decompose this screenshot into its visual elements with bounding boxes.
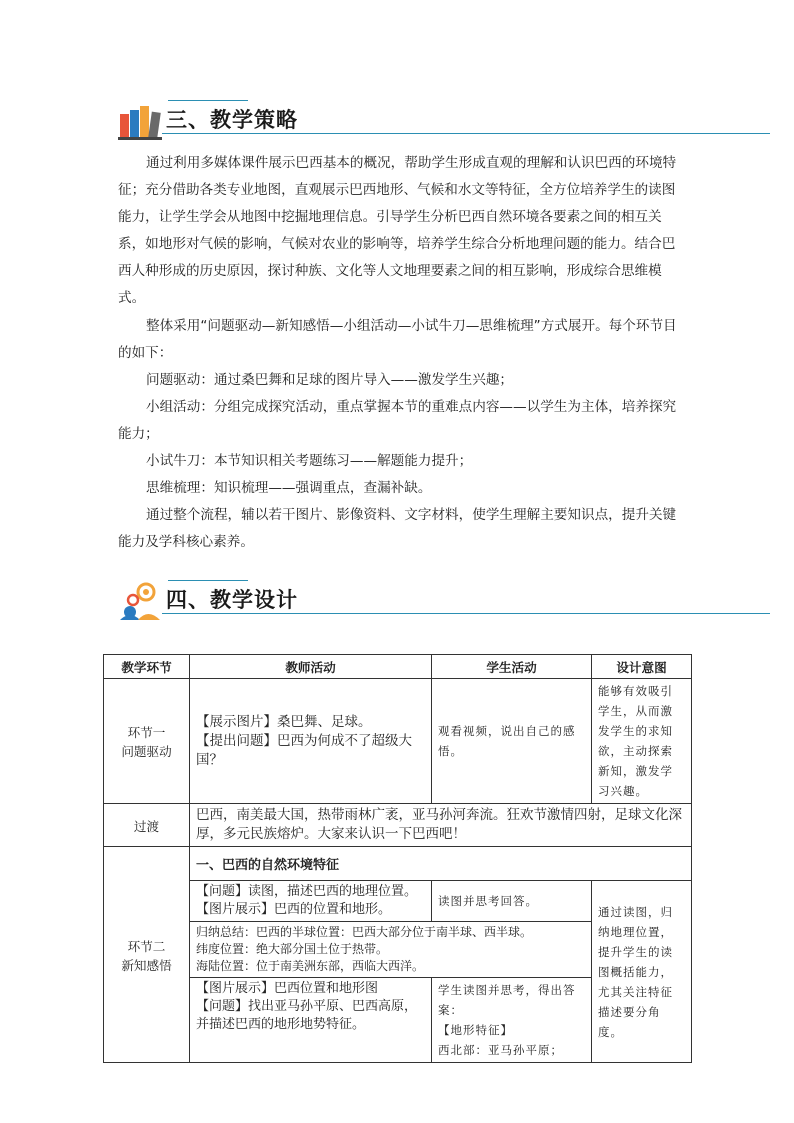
table-row bbox=[104, 804, 692, 847]
header-teacher: 教师活动 bbox=[190, 655, 432, 679]
paragraph: 通过整个流程，辅以若干图片、影像资料、文字材料，使学生理解主要知识点，提升关键能力及学科核心素养。 bbox=[118, 507, 677, 550]
table-row bbox=[104, 881, 692, 922]
section-heading-strategy bbox=[118, 96, 770, 144]
transition-cell: 巴西，南美最大国，热带雨林广袤，亚马孙河奔流。狂欢节激情四射，足球文化深厚，多元民族熔炉。大家来认识一下巴西吧！ bbox=[190, 804, 692, 847]
heading-accent-line bbox=[168, 100, 248, 101]
table-row bbox=[104, 679, 692, 804]
heading-underline bbox=[162, 133, 770, 134]
intent-cell: 能够有效吸引学生，从而激发学生的求知欲，主动探索新知，激发学习兴趣。 bbox=[592, 679, 692, 804]
paragraph: 整体采用“问题驱动—新知感悟—小组活动—小试牛刀—思维梳理”方式展开。每个环节目的如下： bbox=[118, 318, 677, 361]
section-title: 三、教学策略 bbox=[166, 108, 298, 132]
stage-cell: 环节二 新知感悟 bbox=[104, 847, 190, 1063]
stage-cell: 环节一 问题驱动 bbox=[104, 679, 190, 804]
header-stage: 教学环节 bbox=[104, 655, 190, 679]
student-activity-cell: 观看视频，说出自己的感悟。 bbox=[432, 679, 592, 804]
heading-accent-line bbox=[168, 580, 248, 581]
intent-cell: 通过读图，归纳地理位置，提升学生的读图概括能力，尤其关注特征描述要分角度。 bbox=[592, 881, 692, 1063]
paragraph: 小试牛刀：本节知识相关考题练习——解题能力提升； bbox=[146, 453, 473, 469]
summary-cell: 归纳总结：巴西的半球位置：巴西大部分位于南半球、西半球。 纬度位置：绝大部分国土位于热带。 海陆位置：位于南美洲东部，西临大西洋。 bbox=[190, 922, 592, 978]
teacher-activity-cell: 【展示图片】桑巴舞、足球。 【提出问题】巴西为何成不了超级大国？ bbox=[190, 679, 432, 804]
books-icon bbox=[118, 100, 162, 140]
header-intent: 设计意图 bbox=[592, 655, 692, 679]
student-activity-cell: 学生读图并思考，得出答案： 【地形特征】 西北部：亚马孙平原； bbox=[432, 978, 592, 1063]
section-heading-design bbox=[118, 576, 770, 624]
paragraph: 问题驱动：通过桑巴舞和足球的图片导入——激发学生兴趣； bbox=[146, 372, 514, 388]
student-activity-cell: 读图并思考回答。 bbox=[432, 881, 592, 922]
header-student: 学生活动 bbox=[432, 655, 592, 679]
table-row bbox=[104, 847, 692, 881]
teacher-activity-cell: 【问题】读图，描述巴西的地理位置。 【图片展示】巴西的位置和地形。 bbox=[190, 881, 432, 922]
subsection-title: 一、巴西的自然环境特征 bbox=[190, 847, 692, 881]
stage-cell: 过渡 bbox=[104, 804, 190, 847]
paragraph: 思维梳理：知识梳理——强调重点，查漏补缺。 bbox=[146, 480, 432, 496]
gears-idea-icon bbox=[118, 580, 162, 620]
table-header-row bbox=[104, 655, 692, 679]
paragraph: 小组活动：分组完成探究活动，重点掌握本节的重难点内容——以学生为主体，培养探究能力； bbox=[118, 399, 677, 442]
section-title: 四、教学设计 bbox=[166, 588, 298, 612]
teaching-design-table bbox=[103, 654, 692, 1063]
teacher-activity-cell: 【图片展示】巴西位置和地形图 【问题】找出亚马孙平原、巴西高原，并描述巴西的地形地势特征。 bbox=[190, 978, 432, 1063]
paragraph: 通过利用多媒体课件展示巴西基本的概况，帮助学生形成直观的理解和认识巴西的环境特征；充分借助各类专业地图，直观展示巴西地形、气候和水文等特征，全方位培养学生的读图能力，让学生学会从地图中挖掘地理信息。引导学生分析巴西自然环境各要素之间的相互关系，如地形对气候的影响，气候对农业的影响等，培养学生综合分析地理问题的能力。结合巴西人种形成的历史原因，探讨种族、文化等人文地理要素之间的相互影响，形成综合思维模式。 bbox=[118, 155, 677, 306]
heading-underline bbox=[162, 613, 770, 614]
